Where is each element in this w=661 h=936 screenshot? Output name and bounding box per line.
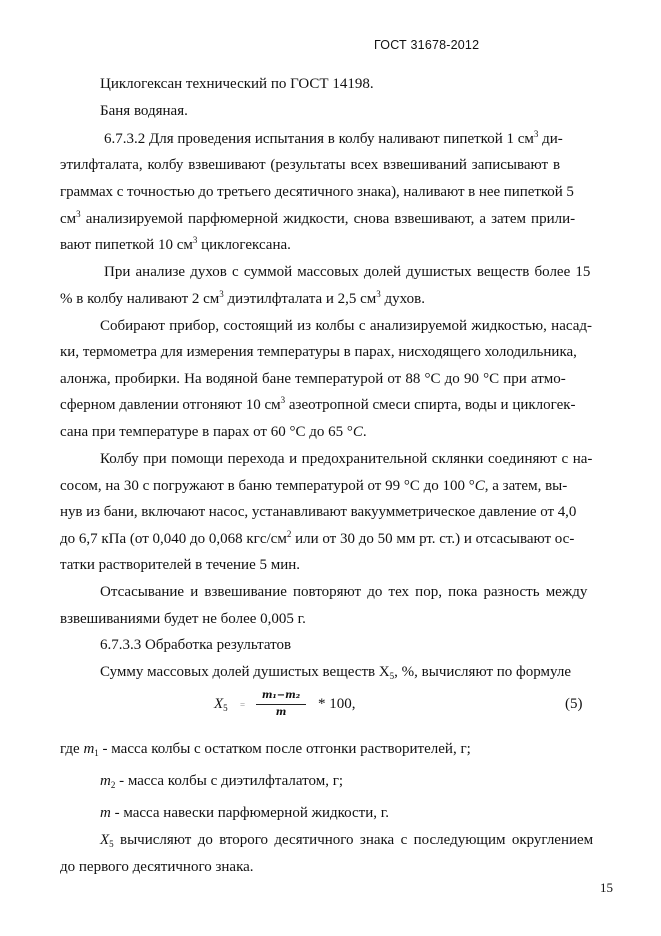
variable: m bbox=[100, 805, 111, 821]
fraction-numerator: m₁−m₂ bbox=[261, 690, 301, 701]
text-span: Циклогексан технический по ГОСТ 14198. bbox=[100, 76, 374, 92]
formula-lhs bbox=[214, 696, 228, 713]
text-span: При анализе духов с суммой массовых долей душистых веществ более 15 bbox=[104, 264, 591, 280]
text-line bbox=[100, 317, 592, 335]
text-span: духов. bbox=[380, 291, 425, 307]
text-span: Сумму массовых долей душистых веществ Х bbox=[100, 664, 390, 680]
text-line bbox=[60, 423, 367, 441]
text-line bbox=[60, 858, 254, 876]
superscript: 3 bbox=[376, 289, 381, 299]
text-span: азеотропной смеси спирта, воды и циклогек- bbox=[285, 397, 576, 413]
variable: m bbox=[100, 773, 111, 789]
text-span: анализируемой парфюмерной жидкости, снова взвешивают, а затем прили- bbox=[80, 211, 576, 227]
superscript: 3 bbox=[533, 129, 539, 139]
text-span: алонжа, пробирки. На водяной бане температурой от 88 °С до 90 °С при атмо- bbox=[60, 371, 566, 387]
text-span: нув из бани, включают насос, устанавливают вакуумметрическое давление от 4,0 bbox=[60, 504, 577, 520]
subscript: 1 bbox=[94, 748, 99, 758]
text-span: сферном давлении отгоняют 10 см bbox=[60, 397, 281, 413]
text-span: Собирают прибор, состоящий из колбы с анализируемой жидкостью, насад- bbox=[100, 318, 592, 334]
formula-variable: X bbox=[214, 696, 224, 712]
text-span: этилфталата, колбу взвешивают (результаты всех взвешиваний записывают в bbox=[60, 157, 561, 173]
text-span: - масса колбы с остатком после отгонки растворителей, г; bbox=[98, 741, 471, 757]
text-span: 6.7.3.3 Обработка результатов bbox=[100, 637, 292, 653]
text-span: вают пипеткой 10 см bbox=[60, 237, 193, 253]
subscript: 5 bbox=[389, 671, 395, 681]
fraction-denominator: m bbox=[275, 707, 287, 718]
text-span: татки растворителей в течение 5 мин. bbox=[60, 557, 301, 573]
text-span: . bbox=[362, 424, 367, 440]
text-line bbox=[100, 804, 389, 822]
variable: m bbox=[83, 741, 95, 757]
text-span: до 6,7 кПа (от 0,040 до 0,068 кгс/см bbox=[60, 531, 287, 547]
text-span: ки, термометра для измерения температуры в парах, нисходящего холодильника, bbox=[60, 344, 577, 360]
text-span: где bbox=[60, 741, 84, 757]
text-span: ди- bbox=[538, 131, 563, 147]
text-span: % в колбу наливают 2 см bbox=[60, 291, 220, 307]
text-line bbox=[60, 740, 471, 758]
text-line bbox=[60, 343, 577, 361]
text-span: Колбу при помощи перехода и предохранительной склянки соединяют с на- bbox=[100, 451, 593, 467]
text-line bbox=[60, 610, 306, 628]
text-line bbox=[60, 210, 575, 228]
text-line bbox=[60, 530, 574, 548]
superscript: 3 bbox=[192, 235, 198, 245]
fraction-bar bbox=[256, 704, 306, 705]
text-span: С bbox=[352, 424, 363, 440]
page-header: ГОСТ 31678-2012 bbox=[374, 38, 480, 52]
text-line bbox=[100, 663, 571, 681]
text-line bbox=[100, 583, 587, 601]
text-span: 6.7.3.2 Для проведения испытания в колбу наливают пипеткой 1 см bbox=[104, 131, 534, 147]
page-number: 15 bbox=[600, 880, 613, 895]
text-line bbox=[100, 831, 593, 849]
text-line bbox=[60, 156, 560, 174]
text-line bbox=[60, 477, 567, 495]
text-line bbox=[60, 290, 425, 308]
variable: X bbox=[100, 832, 110, 848]
text-span: вычисляют до второго десятичного знака с последующим округлением bbox=[113, 832, 594, 848]
text-span: взвешиваниями будет не более 0,005 г. bbox=[60, 611, 306, 627]
text-span: циклогексана. bbox=[197, 237, 291, 253]
superscript: 3 bbox=[219, 289, 224, 299]
text-span: - масса навески парфюмерной жидкости, г. bbox=[110, 805, 389, 821]
text-span: С bbox=[474, 478, 485, 494]
text-line bbox=[100, 102, 188, 120]
text-line bbox=[100, 75, 374, 93]
text-span: , а затем, вы- bbox=[484, 478, 568, 494]
formula-multiplier: * 100, bbox=[318, 696, 356, 712]
superscript: 3 bbox=[280, 395, 286, 405]
text-span: , %, вычисляют по формуле bbox=[394, 664, 572, 680]
text-span: до первого десятичного знака. bbox=[60, 859, 254, 875]
text-span: диэтилфталата и 2,5 см bbox=[223, 291, 377, 307]
text-line bbox=[60, 370, 566, 388]
superscript: 2 bbox=[286, 529, 292, 539]
superscript: 3 bbox=[76, 209, 81, 219]
text-line bbox=[100, 636, 291, 654]
subscript: 2 bbox=[110, 780, 116, 790]
text-span: - масса колбы с диэтилфталатом, г; bbox=[115, 773, 344, 789]
formula-fraction bbox=[252, 690, 310, 719]
text-line bbox=[60, 183, 574, 201]
text-line bbox=[60, 236, 291, 254]
subscript: 5 bbox=[223, 703, 228, 713]
text-span: или от 30 до 50 мм рт. ст.) и отсасывают ос- bbox=[291, 531, 575, 547]
text-span: граммах с точностью до третьего десятичного знака), наливают в нее пипеткой 5 bbox=[60, 184, 574, 200]
text-line bbox=[60, 503, 576, 521]
text-line bbox=[60, 556, 300, 574]
subscript: 5 bbox=[109, 839, 114, 849]
text-span: Баня водяная. bbox=[100, 103, 188, 119]
text-line bbox=[100, 450, 592, 468]
text-line bbox=[104, 130, 563, 148]
text-line bbox=[60, 396, 576, 414]
text-line bbox=[104, 263, 590, 281]
formula-equals: = bbox=[240, 700, 246, 710]
text-span: сана при температуре в парах от 60 °С до 65 ° bbox=[60, 424, 353, 440]
text-line bbox=[100, 772, 343, 790]
text-span: сосом, на 30 с погружают в баню температурой от 99 °С до 100 ° bbox=[60, 478, 475, 494]
text-span: Отсасывание и взвешивание повторяют до тех пор, пока разность между bbox=[100, 584, 588, 600]
formula-number: (5) bbox=[565, 696, 583, 712]
formula-5 bbox=[0, 690, 661, 720]
text-span: см bbox=[60, 211, 77, 227]
